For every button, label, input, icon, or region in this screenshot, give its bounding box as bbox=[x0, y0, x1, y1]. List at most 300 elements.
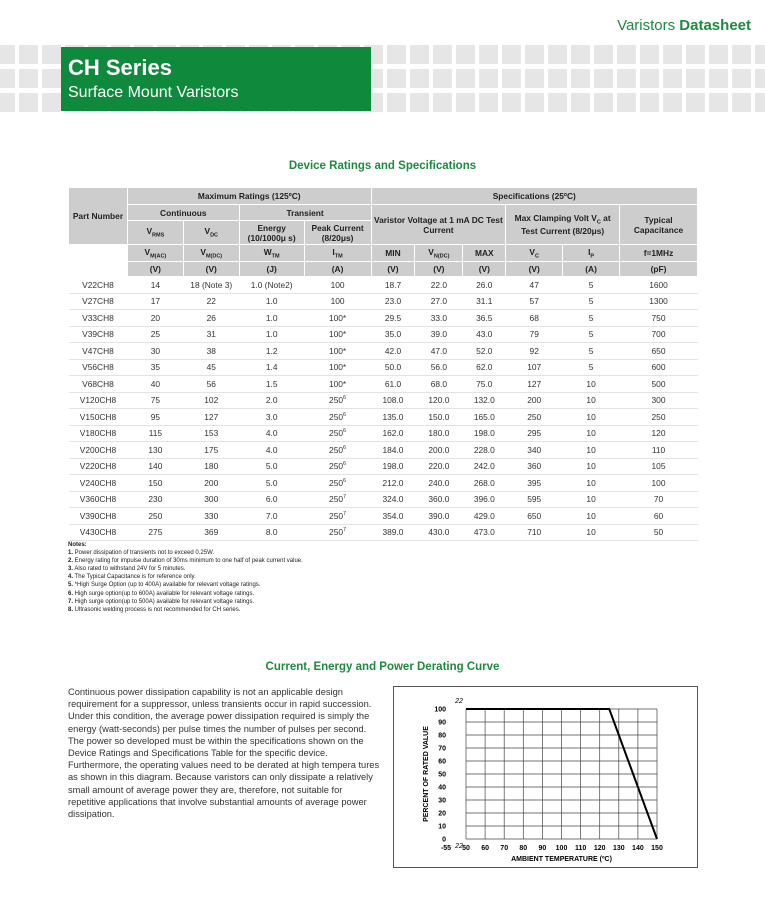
pattern-square bbox=[617, 93, 636, 112]
notes bbox=[68, 541, 303, 614]
cell-vc: 360 bbox=[506, 458, 563, 475]
y-tick-label: 20 bbox=[438, 810, 446, 818]
cell-vc: 295 bbox=[506, 425, 563, 442]
pattern-square bbox=[686, 45, 705, 64]
cell-vmin: 42.0 bbox=[371, 343, 415, 360]
pattern-square bbox=[456, 69, 475, 88]
pattern-square bbox=[0, 69, 15, 88]
pattern-square bbox=[594, 93, 613, 112]
specifications-header: Specifications (25ºC) bbox=[371, 188, 697, 205]
cell-vc: 47 bbox=[506, 277, 563, 294]
transient-header: Transient bbox=[239, 205, 371, 221]
x-tick-label: 80 bbox=[519, 845, 528, 852]
unit-cell: (V) bbox=[506, 262, 563, 277]
cell-vac: 17 bbox=[127, 293, 183, 310]
cell-vmin: 389.0 bbox=[371, 524, 415, 541]
cell-vac: 95 bbox=[127, 409, 183, 426]
cell-cap: 1600 bbox=[620, 277, 698, 294]
col-part-number: Part Number bbox=[69, 188, 128, 245]
cell-vmin: 212.0 bbox=[371, 475, 415, 492]
cell-vc: 92 bbox=[506, 343, 563, 360]
pattern-square bbox=[0, 93, 15, 112]
cell-peak: 100* bbox=[304, 326, 371, 343]
pattern-square bbox=[709, 45, 728, 64]
table-row bbox=[69, 359, 698, 376]
pattern-square bbox=[755, 69, 765, 88]
energy-header: Energy (10/1000μ s) bbox=[239, 221, 304, 245]
cell-energy: 6.0 bbox=[239, 491, 304, 508]
itm-header: $I_{TM}$ bbox=[304, 245, 371, 262]
pattern-square bbox=[663, 45, 682, 64]
unit-cell: (A) bbox=[304, 262, 371, 277]
pattern-square bbox=[502, 69, 521, 88]
cell-energy: 4.0 bbox=[239, 425, 304, 442]
vrms-header: $V_{RMS}$ bbox=[127, 221, 183, 245]
cell-ip: 10 bbox=[563, 392, 620, 409]
pattern-square bbox=[686, 69, 705, 88]
cell-cap: 650 bbox=[620, 343, 698, 360]
cell-vc: 79 bbox=[506, 326, 563, 343]
cell-vmax: 228.0 bbox=[463, 442, 506, 459]
pattern-square bbox=[387, 93, 406, 112]
cell-vmin: 18.7 bbox=[371, 277, 415, 294]
cell-part: V240CH8 bbox=[69, 475, 128, 492]
cell-vmax: 43.0 bbox=[463, 326, 506, 343]
pattern-square bbox=[548, 93, 567, 112]
max-header: MAX bbox=[463, 245, 506, 262]
cell-vc: 57 bbox=[506, 293, 563, 310]
cell-vc: 650 bbox=[506, 508, 563, 525]
cell-cap: 500 bbox=[620, 376, 698, 393]
pattern-square bbox=[663, 93, 682, 112]
note-item: 8. Ultrasonic welding process is not recommended for CH series. bbox=[68, 606, 241, 613]
cell-peak: $250^7$ bbox=[304, 524, 371, 541]
cell-vmax: 132.0 bbox=[463, 392, 506, 409]
pattern-square bbox=[525, 69, 544, 88]
pattern-square bbox=[594, 45, 613, 64]
cell-vmax: 396.0 bbox=[463, 491, 506, 508]
cell-vmax: 429.0 bbox=[463, 508, 506, 525]
cell-vmax: 26.0 bbox=[463, 277, 506, 294]
ip-header: $I_P$ bbox=[563, 245, 620, 262]
y-axis-label: PERCENT OF RATED VALUE bbox=[423, 726, 430, 822]
pattern-square bbox=[479, 93, 498, 112]
vc-header: $V_C$ bbox=[506, 245, 563, 262]
capacitance-header: Typical Capacitance bbox=[620, 205, 698, 245]
x-tick-label: 60 bbox=[481, 845, 489, 852]
note-item: 6. High surge option(up to 600A) available for relevant voltage ratings. bbox=[68, 590, 255, 597]
cell-cap: 750 bbox=[620, 310, 698, 327]
pattern-square bbox=[410, 45, 429, 64]
cell-peak: $250^6$ bbox=[304, 392, 371, 409]
cell-energy: 8.0 bbox=[239, 524, 304, 541]
pattern-square bbox=[571, 45, 590, 64]
cell-vdc: 153 bbox=[183, 425, 239, 442]
cell-part: V200CH8 bbox=[69, 442, 128, 459]
unit-cell: (V) bbox=[463, 262, 506, 277]
cell-vnom: 220.0 bbox=[415, 458, 463, 475]
cell-vmax: 242.0 bbox=[463, 458, 506, 475]
cell-vnom: 27.0 bbox=[415, 293, 463, 310]
cell-cap: 300 bbox=[620, 392, 698, 409]
cell-vmin: 35.0 bbox=[371, 326, 415, 343]
cell-vnom: 200.0 bbox=[415, 442, 463, 459]
cell-vdc: 180 bbox=[183, 458, 239, 475]
x-tick-label: 140 bbox=[632, 845, 644, 852]
ratings-section-title: Device Ratings and Specifications bbox=[288, 160, 477, 172]
vmac-header: $V_{M(AC)}$ bbox=[127, 245, 183, 262]
note-item: 2. Energy rating for impulse duration of 30ms minimum to one half of peak current value. bbox=[68, 558, 303, 565]
cell-vmin: 108.0 bbox=[371, 392, 415, 409]
pattern-square bbox=[709, 93, 728, 112]
cell-vac: 115 bbox=[127, 425, 183, 442]
table-row bbox=[69, 310, 698, 327]
cell-energy: 1.4 bbox=[239, 359, 304, 376]
x-tick-label: 120 bbox=[593, 845, 606, 852]
series-subtitle: Surface Mount Varistors bbox=[68, 84, 239, 101]
cell-ip: 10 bbox=[563, 508, 620, 525]
cell-vc: 595 bbox=[506, 491, 563, 508]
cell-vac: 75 bbox=[127, 392, 183, 409]
cell-vac: 35 bbox=[127, 359, 183, 376]
cell-vmin: 29.5 bbox=[371, 310, 415, 327]
pattern-square bbox=[433, 45, 452, 64]
cell-energy: 4.0 bbox=[239, 442, 304, 459]
axis-break-mark: 22 bbox=[455, 698, 463, 705]
cell-vdc: 31 bbox=[183, 326, 239, 343]
cell-vc: 68 bbox=[506, 310, 563, 327]
pattern-square bbox=[502, 93, 521, 112]
cell-peak: $250^7$ bbox=[304, 491, 371, 508]
ratings-table bbox=[68, 187, 698, 541]
cell-ip: 10 bbox=[563, 475, 620, 492]
table-row bbox=[69, 442, 698, 459]
cell-vc: 340 bbox=[506, 442, 563, 459]
unit-cell: (A) bbox=[563, 262, 620, 277]
cell-peak: 100* bbox=[304, 310, 371, 327]
pattern-square bbox=[19, 69, 38, 88]
cell-vdc: 102 bbox=[183, 392, 239, 409]
table-row bbox=[69, 277, 698, 294]
pattern-square bbox=[525, 93, 544, 112]
cell-vdc: 45 bbox=[183, 359, 239, 376]
cell-vmax: 473.0 bbox=[463, 524, 506, 541]
cell-vnom: 47.0 bbox=[415, 343, 463, 360]
cell-part: V150CH8 bbox=[69, 409, 128, 426]
y-tick-label: 70 bbox=[438, 745, 446, 753]
unit-cell: (V) bbox=[371, 262, 415, 277]
clamping-header: Max Clamping Volt $V_C$ at Test Current (8/20μs) bbox=[506, 205, 620, 245]
cell-peak: 100 bbox=[304, 293, 371, 310]
cell-energy: 1.0 bbox=[239, 310, 304, 327]
x-tick-label: -55 bbox=[440, 845, 452, 852]
pattern-square bbox=[525, 45, 544, 64]
pattern-square bbox=[755, 45, 765, 64]
unit-cell: (pF) bbox=[620, 262, 698, 277]
x-axis-label: AMBIENT TEMPERATURE (ºC) bbox=[511, 856, 612, 863]
cell-energy: 3.0 bbox=[239, 409, 304, 426]
cell-vmax: 62.0 bbox=[463, 359, 506, 376]
cell-part: V33CH8 bbox=[69, 310, 128, 327]
cell-ip: 10 bbox=[563, 409, 620, 426]
pattern-square bbox=[19, 93, 38, 112]
table-row bbox=[69, 343, 698, 360]
cell-vdc: 175 bbox=[183, 442, 239, 459]
cell-peak: 100* bbox=[304, 343, 371, 360]
cell-vac: 25 bbox=[127, 326, 183, 343]
cell-vnom: 240.0 bbox=[415, 475, 463, 492]
cell-vac: 30 bbox=[127, 343, 183, 360]
varistor-voltage-header: Varistor Voltage at 1 mA DC Test Current bbox=[371, 205, 506, 245]
cell-ip: 10 bbox=[563, 376, 620, 393]
wtm-header: $W_{TM}$ bbox=[239, 245, 304, 262]
cell-vmin: 61.0 bbox=[371, 376, 415, 393]
pattern-square bbox=[617, 69, 636, 88]
vdc-header: $V_{DC}$ bbox=[183, 221, 239, 245]
y-tick-label: 50 bbox=[438, 771, 446, 779]
cell-vnom: 39.0 bbox=[415, 326, 463, 343]
pattern-square bbox=[571, 93, 590, 112]
unit-cell: (J) bbox=[239, 262, 304, 277]
pattern-square bbox=[387, 45, 406, 64]
table-row bbox=[69, 293, 698, 310]
x-tick-label: 130 bbox=[612, 845, 625, 852]
cell-part: V360CH8 bbox=[69, 491, 128, 508]
peak-current-header: Peak Current (8/20μs) bbox=[304, 221, 371, 245]
table-row bbox=[69, 524, 698, 541]
cell-ip: 5 bbox=[563, 343, 620, 360]
cell-vmin: 184.0 bbox=[371, 442, 415, 459]
cell-vmax: 268.0 bbox=[463, 475, 506, 492]
table-row bbox=[69, 425, 698, 442]
cell-vdc: 300 bbox=[183, 491, 239, 508]
cell-part: V180CH8 bbox=[69, 425, 128, 442]
pattern-square bbox=[732, 93, 751, 112]
x-tick-label: 70 bbox=[500, 845, 509, 852]
cell-vnom: 390.0 bbox=[415, 508, 463, 525]
x-tick-label: 90 bbox=[538, 845, 547, 852]
y-tick-label: 100 bbox=[434, 706, 446, 714]
pattern-square bbox=[502, 45, 521, 64]
cell-vac: 14 bbox=[127, 277, 183, 294]
min-header: MIN bbox=[371, 245, 415, 262]
cell-part: V22CH8 bbox=[69, 277, 128, 294]
cell-cap: 120 bbox=[620, 425, 698, 442]
cell-peak: $250^7$ bbox=[304, 508, 371, 525]
pattern-square bbox=[755, 93, 765, 112]
notes-title: Notes: bbox=[68, 542, 87, 548]
cell-vmax: 52.0 bbox=[463, 343, 506, 360]
vndc-header: $V_{N(DC)}$ bbox=[415, 245, 463, 262]
cell-cap: 600 bbox=[620, 359, 698, 376]
cell-peak: $250^6$ bbox=[304, 409, 371, 426]
cell-vc: 250 bbox=[506, 409, 563, 426]
cell-vdc: 200 bbox=[183, 475, 239, 492]
pattern-square bbox=[433, 93, 452, 112]
cell-part: V430CH8 bbox=[69, 524, 128, 541]
pattern-square bbox=[686, 93, 705, 112]
pattern-square bbox=[456, 45, 475, 64]
freq-header: f=1MHz bbox=[620, 245, 698, 262]
note-item: 5. *High Surge Option (up to 400A) available for relevant voltage ratings. bbox=[68, 582, 261, 589]
cell-vac: 40 bbox=[127, 376, 183, 393]
cell-vdc: 369 bbox=[183, 524, 239, 541]
pattern-square bbox=[663, 69, 682, 88]
y-tick-label: 90 bbox=[438, 719, 446, 727]
pattern-square bbox=[732, 45, 751, 64]
cell-vnom: 430.0 bbox=[415, 524, 463, 541]
cell-vnom: 56.0 bbox=[415, 359, 463, 376]
cell-energy: 1.0 bbox=[239, 326, 304, 343]
table-row bbox=[69, 409, 698, 426]
cell-vdc: 26 bbox=[183, 310, 239, 327]
pattern-square bbox=[42, 45, 61, 64]
cell-ip: 5 bbox=[563, 359, 620, 376]
cell-vdc: 330 bbox=[183, 508, 239, 525]
cell-vac: 20 bbox=[127, 310, 183, 327]
cell-vmin: 162.0 bbox=[371, 425, 415, 442]
y-tick-label: 10 bbox=[438, 823, 446, 831]
cell-cap: 110 bbox=[620, 442, 698, 459]
cell-ip: 10 bbox=[563, 491, 620, 508]
cell-ip: 5 bbox=[563, 310, 620, 327]
cell-vmax: 36.5 bbox=[463, 310, 506, 327]
cell-part: V68CH8 bbox=[69, 376, 128, 393]
cell-peak: 100* bbox=[304, 376, 371, 393]
cell-peak: 100* bbox=[304, 359, 371, 376]
max-ratings-header: Maximum Ratings (125ºC) bbox=[127, 188, 371, 205]
derating-chart-box bbox=[393, 686, 698, 868]
cell-vnom: 120.0 bbox=[415, 392, 463, 409]
pattern-square bbox=[42, 93, 61, 112]
cell-vmin: 198.0 bbox=[371, 458, 415, 475]
pattern-square bbox=[640, 45, 659, 64]
continuous-header: Continuous bbox=[127, 205, 239, 221]
cell-vac: 140 bbox=[127, 458, 183, 475]
note-item: 1. Power dissipation of transients not to exceed 0.25W. bbox=[68, 550, 215, 557]
cell-ip: 10 bbox=[563, 458, 620, 475]
cell-energy: 5.0 bbox=[239, 458, 304, 475]
cell-vac: 150 bbox=[127, 475, 183, 492]
unit-cell: (V) bbox=[415, 262, 463, 277]
cell-ip: 5 bbox=[563, 277, 620, 294]
cell-cap: 70 bbox=[620, 491, 698, 508]
table-row bbox=[69, 475, 698, 492]
brand-header: Varistors Datasheet bbox=[617, 17, 751, 34]
table-row bbox=[69, 491, 698, 508]
cell-vnom: 68.0 bbox=[415, 376, 463, 393]
pattern-square bbox=[479, 69, 498, 88]
x-tick-label: 50 bbox=[462, 845, 470, 852]
cell-vmin: 23.0 bbox=[371, 293, 415, 310]
cell-cap: 105 bbox=[620, 458, 698, 475]
cell-energy: 5.0 bbox=[239, 475, 304, 492]
table-row bbox=[69, 392, 698, 409]
note-item: 7. High surge option(up to 500A) available for relevant voltage ratings. bbox=[68, 598, 255, 605]
cell-vmax: 31.1 bbox=[463, 293, 506, 310]
pattern-square bbox=[387, 69, 406, 88]
pattern-square bbox=[709, 69, 728, 88]
cell-vac: 275 bbox=[127, 524, 183, 541]
cell-cap: 250 bbox=[620, 409, 698, 426]
pattern-square bbox=[571, 69, 590, 88]
cell-part: V390CH8 bbox=[69, 508, 128, 525]
cell-cap: 50 bbox=[620, 524, 698, 541]
cell-vdc: 22 bbox=[183, 293, 239, 310]
cell-vdc: 18 (Note 3) bbox=[183, 277, 239, 294]
cell-part: V220CH8 bbox=[69, 458, 128, 475]
cell-vc: 127 bbox=[506, 376, 563, 393]
cell-peak: 100 bbox=[304, 277, 371, 294]
cell-vnom: 22.0 bbox=[415, 277, 463, 294]
cell-vnom: 180.0 bbox=[415, 425, 463, 442]
table-row bbox=[69, 326, 698, 343]
cell-vc: 395 bbox=[506, 475, 563, 492]
pattern-square bbox=[548, 45, 567, 64]
derating-chart bbox=[394, 687, 697, 867]
y-tick-label: 0 bbox=[442, 836, 446, 844]
table-row bbox=[69, 458, 698, 475]
cell-vmin: 354.0 bbox=[371, 508, 415, 525]
series-banner bbox=[61, 47, 371, 111]
cell-vmin: 324.0 bbox=[371, 491, 415, 508]
y-tick-label: 30 bbox=[438, 797, 446, 805]
cell-part: V47CH8 bbox=[69, 343, 128, 360]
cell-energy: 7.0 bbox=[239, 508, 304, 525]
cell-vac: 230 bbox=[127, 491, 183, 508]
cell-part: V120CH8 bbox=[69, 392, 128, 409]
cell-vmax: 165.0 bbox=[463, 409, 506, 426]
table-row bbox=[69, 376, 698, 393]
cell-vnom: 360.0 bbox=[415, 491, 463, 508]
cell-peak: $250^6$ bbox=[304, 425, 371, 442]
pattern-square bbox=[433, 69, 452, 88]
cell-ip: 5 bbox=[563, 293, 620, 310]
cell-vnom: 150.0 bbox=[415, 409, 463, 426]
pattern-square bbox=[594, 69, 613, 88]
vmdc-header: $V_{M(DC)}$ bbox=[183, 245, 239, 262]
unit-cell: (V) bbox=[127, 262, 183, 277]
pattern-square bbox=[640, 93, 659, 112]
cell-energy: 2.0 bbox=[239, 392, 304, 409]
y-tick-label: 80 bbox=[438, 732, 446, 740]
cell-ip: 5 bbox=[563, 326, 620, 343]
cell-vmin: 135.0 bbox=[371, 409, 415, 426]
y-tick-label: 60 bbox=[438, 758, 446, 766]
cell-ip: 10 bbox=[563, 524, 620, 541]
cell-cap: 700 bbox=[620, 326, 698, 343]
cell-part: V27CH8 bbox=[69, 293, 128, 310]
cell-vdc: 38 bbox=[183, 343, 239, 360]
pattern-square bbox=[410, 93, 429, 112]
cell-ip: 10 bbox=[563, 425, 620, 442]
pattern-square bbox=[640, 69, 659, 88]
note-item: 3. Also rated to withstand 24V for 5 minutes. bbox=[68, 566, 186, 573]
cell-part: V39CH8 bbox=[69, 326, 128, 343]
pattern-square bbox=[410, 69, 429, 88]
cell-vc: 200 bbox=[506, 392, 563, 409]
y-tick-label: 40 bbox=[438, 784, 446, 792]
cell-cap: 60 bbox=[620, 508, 698, 525]
cell-peak: $250^6$ bbox=[304, 442, 371, 459]
cell-ip: 10 bbox=[563, 442, 620, 459]
pattern-square bbox=[479, 45, 498, 64]
cell-vac: 130 bbox=[127, 442, 183, 459]
cell-vc: 710 bbox=[506, 524, 563, 541]
x-tick-label: 100 bbox=[555, 845, 568, 852]
cell-cap: 1300 bbox=[620, 293, 698, 310]
cell-vnom: 33.0 bbox=[415, 310, 463, 327]
